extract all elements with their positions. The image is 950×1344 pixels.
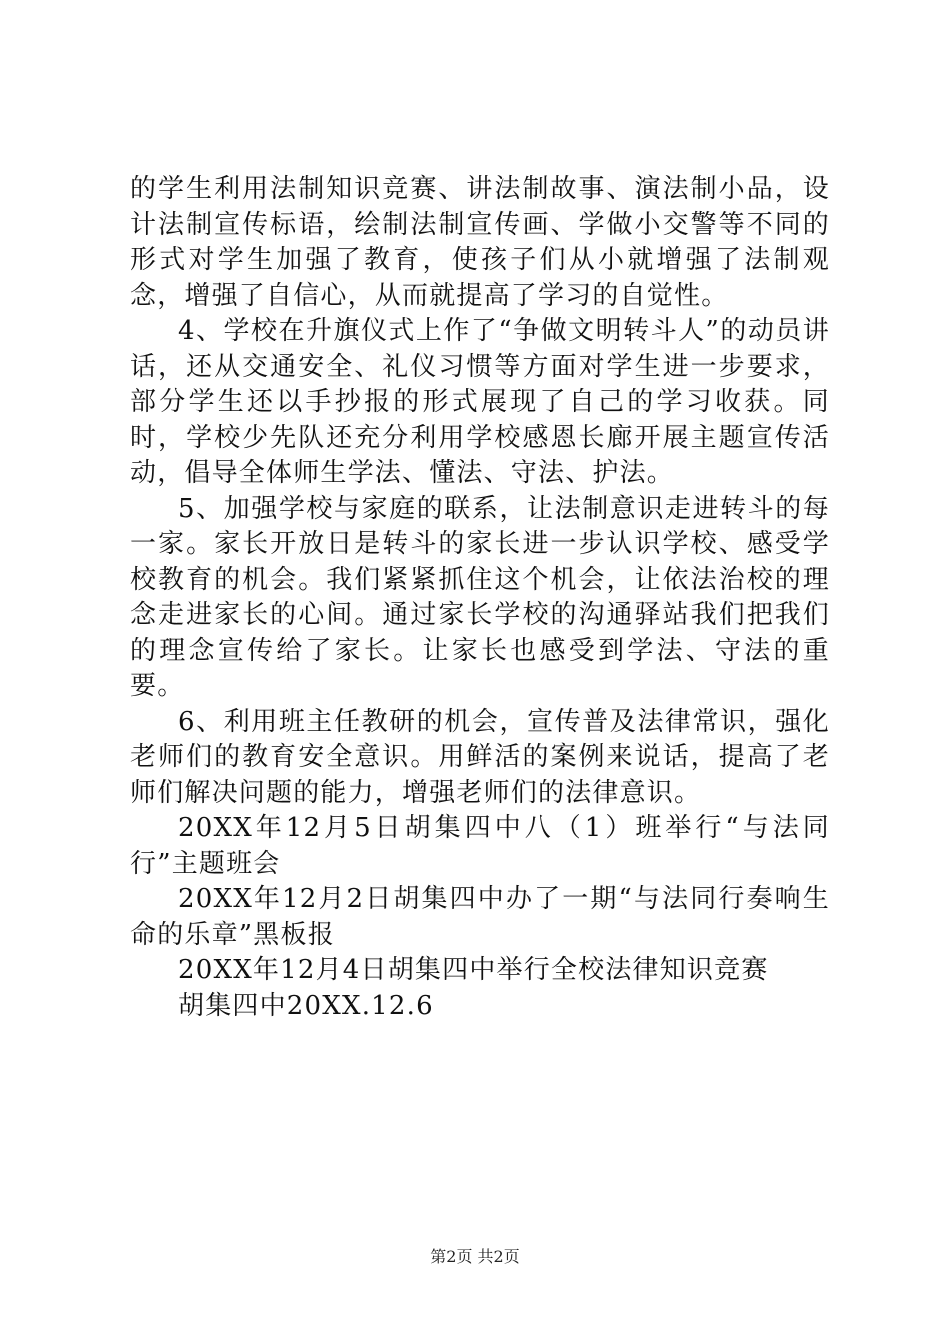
paragraph-7: 20XX年12月4日胡集四中举行全校法律知识竞赛 [178, 955, 769, 985]
document-body [130, 172, 830, 1024]
paragraph-3: 5、加强学校与家庭的联系，让法制意识走进转斗的每一家。家长开放日是转斗的家长进一步认识学校、感受学校教育的机会。我们紧紧抓住这个机会，让依法治校的理念走进家长的心间。通过家长学校的沟通驿站我们把我们的理念宣传给了家长。让家长也感受到学法、守法的重要。 [130, 493, 830, 701]
signature-line: 胡集四中20XX.12.6 [178, 990, 434, 1021]
paragraph-2: 4、学校在升旗仪式上作了“争做文明转斗人”的动员讲话，还从交通安全、礼仪习惯等方面对学生进一步要求，部分学生还以手抄报的形式展现了自己的学习收获。同时，学校少先队还充分利用学校感恩长廊开展主题宣传活动，倡导全体师生学法、懂法、守法、护法。 [130, 316, 830, 488]
paragraph-4: 6、利用班主任教研的机会，宣传普及法律常识，强化老师们的教育安全意识。用鲜活的案例来说话，提高了老师们解决问题的能力，增强老师们的法律意识。 [130, 706, 830, 808]
paragraph-6: 20XX年12月2日胡集四中办了一期“与法同行奏响生命的乐章”黑板报 [130, 884, 830, 950]
paragraph-5: 20XX年12月5日胡集四中八（1）班举行“与法同行”主题班会 [130, 813, 830, 879]
paragraph-1: 的学生利用法制知识竞赛、讲法制故事、演法制小品，设计法制宣传标语，绘制法制宣传画、学做小交警等不同的形式对学生加强了教育，使孩子们从小就增强了法制观念，增强了自信心，从而就提高了学习的自觉性。 [130, 174, 830, 311]
page-footer: 第2页 共2页 [430, 1247, 520, 1266]
